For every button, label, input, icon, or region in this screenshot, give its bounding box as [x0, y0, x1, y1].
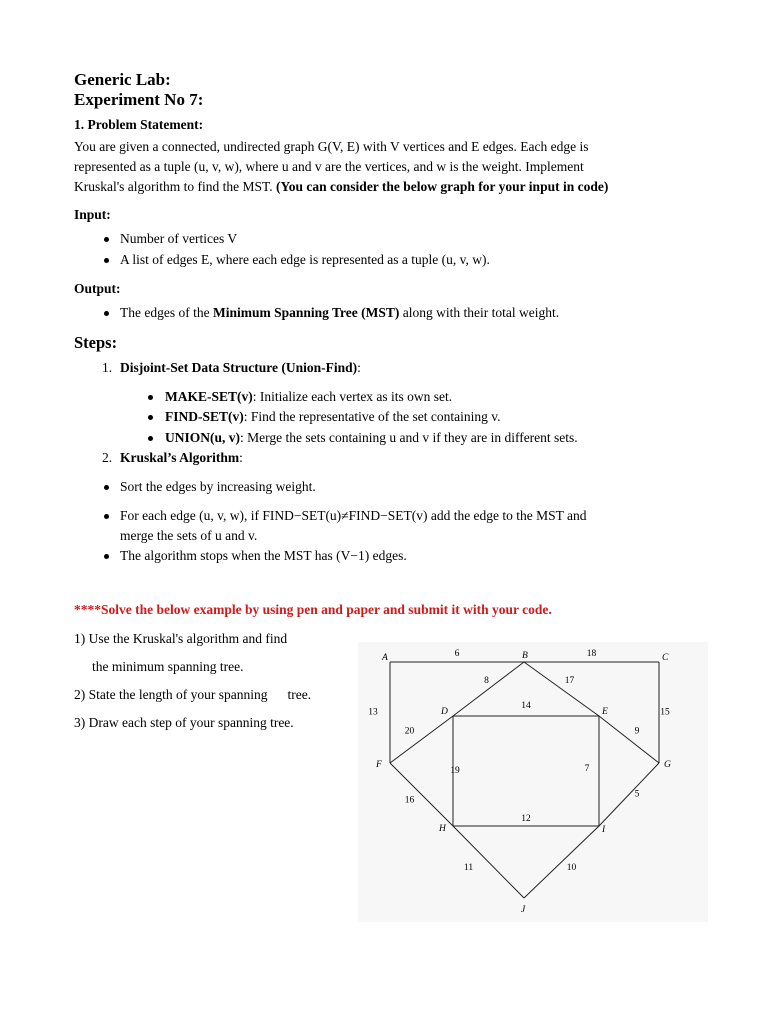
edge-weight-d-f: 20: [404, 726, 415, 737]
edge-weight-f-h: 16: [404, 795, 415, 806]
edge-weight-c-g: 15: [660, 707, 670, 718]
op-make-set-name: MAKE-SET(v): [165, 389, 253, 404]
kruskal-step-loop-2: merge the sets of u and v.: [120, 528, 258, 543]
step-1-title-text: Disjoint-Set Data Structure (Union-Find): [120, 360, 358, 375]
problem-line-2: represented as a tuple (u, v, w), where u and v are the vertices, and w is the weight. Implement: [74, 159, 584, 174]
bullet-icon: [104, 514, 109, 519]
edge-weight-d-h: 19: [450, 766, 460, 776]
question-1-line-1: 1) Use the Kruskal's algorithm and find: [74, 631, 288, 646]
op-make-set: [165, 387, 452, 407]
problem-line-3: [74, 177, 608, 197]
op-find-set: [165, 407, 500, 427]
edge-weight-g-i: 5: [634, 789, 640, 800]
question-2-tail: tree.: [287, 687, 312, 702]
bullet-icon: [104, 258, 109, 263]
steps-heading: Steps:: [74, 333, 118, 352]
experiment-title: Experiment No 7:: [74, 90, 204, 109]
step-1-number: 1.: [102, 360, 113, 375]
kruskal-step-stop: The algorithm stops when the MST has (V−1) edges.: [120, 548, 407, 563]
edge-weight-b-c: 18: [586, 649, 597, 659]
lab-title: Generic Lab:: [74, 70, 171, 89]
bullet-icon: [104, 311, 109, 316]
input-item-vertices: Number of vertices V: [120, 231, 238, 246]
step-1-title: [120, 358, 361, 378]
output-item-a: The edges of the: [120, 305, 213, 320]
edge-weight-b-e: 17: [564, 676, 575, 686]
vertex-label-i: I: [602, 825, 606, 835]
output-item: [120, 303, 559, 323]
problem-line-3-note: (You can consider the below graph for your input in code): [276, 179, 609, 194]
step-2-title: [120, 448, 243, 468]
vertex-label-d: D: [441, 707, 448, 717]
op-union: [165, 428, 578, 448]
edge-weight-e-g: 9: [634, 726, 640, 737]
step-1-colon: :: [357, 360, 361, 375]
input-heading: Input:: [74, 207, 111, 222]
kruskal-step-sort: Sort the edges by increasing weight.: [120, 479, 316, 494]
task-instruction: ****Solve the below example by using pen and paper and submit it with your code.: [74, 602, 552, 617]
bullet-icon: [148, 395, 153, 400]
output-item-mst: Minimum Spanning Tree (MST): [212, 305, 400, 320]
vertex-label-f: F: [376, 760, 382, 770]
edge-weight-h-i: 12: [521, 814, 531, 824]
op-union-desc: : Merge the sets containing u and v if they are in different sets.: [240, 430, 578, 445]
question-1-line-2: the minimum spanning tree.: [92, 659, 244, 674]
op-union-name: UNION(u, v): [165, 430, 241, 445]
bullet-icon: [148, 436, 153, 441]
output-heading: Output:: [74, 281, 121, 296]
vertex-label-e: E: [602, 707, 608, 717]
edge-weight-a-b: 6: [454, 649, 460, 659]
vertex-label-j: J: [521, 905, 526, 915]
op-find-set-desc: : Find the representative of the set containing v.: [243, 409, 501, 424]
edge-weight-e-i: 7: [584, 764, 590, 774]
edge-weight-h-j: 11: [463, 863, 474, 873]
edge-weight-b-d: 8: [484, 676, 489, 686]
op-make-set-desc: : Initialize each vertex as its own set.: [252, 389, 453, 404]
step-2-number: 2.: [102, 450, 113, 465]
bullet-icon: [148, 415, 153, 420]
vertex-label-a: A: [382, 653, 388, 663]
vertex-label-g: G: [664, 760, 671, 770]
op-find-set-name: FIND-SET(v): [165, 409, 244, 424]
question-2: [74, 685, 311, 705]
problem-line-1: You are given a connected, undirected graph G(V, E) with V vertices and E edges. Each edge is: [74, 139, 589, 154]
edge-weight-d-e: 14: [521, 701, 531, 711]
edge-weight-a-f: 13: [368, 707, 378, 718]
vertex-label-c: C: [662, 653, 669, 663]
edge-weight-i-j: 10: [566, 863, 577, 873]
bullet-icon: [104, 554, 109, 559]
kruskal-step-loop-1: For each edge (u, v, w), if FIND−SET(u)≠FIND−SET(v) add the edge to the MST and: [120, 508, 587, 523]
question-2-text: 2) State the length of your spanning: [74, 687, 268, 702]
step-2-colon: :: [239, 450, 243, 465]
step-2-title-text: Kruskal’s Algorithm: [120, 450, 240, 465]
figure-background: [358, 642, 708, 922]
output-item-c: along with their total weight.: [399, 305, 560, 320]
bullet-icon: [104, 237, 109, 242]
kruskal-graph-figure: [358, 642, 708, 922]
vertex-label-h: H: [439, 824, 446, 834]
bullet-icon: [104, 485, 109, 490]
problem-line-3-text: Kruskal's algorithm to find the MST.: [74, 179, 277, 194]
vertex-label-b: B: [522, 651, 528, 661]
input-item-edges: A list of edges E, where each edge is represented as a tuple (u, v, w).: [120, 252, 490, 267]
question-3: 3) Draw each step of your spanning tree.: [74, 715, 294, 730]
problem-heading: 1. Problem Statement:: [74, 117, 204, 132]
